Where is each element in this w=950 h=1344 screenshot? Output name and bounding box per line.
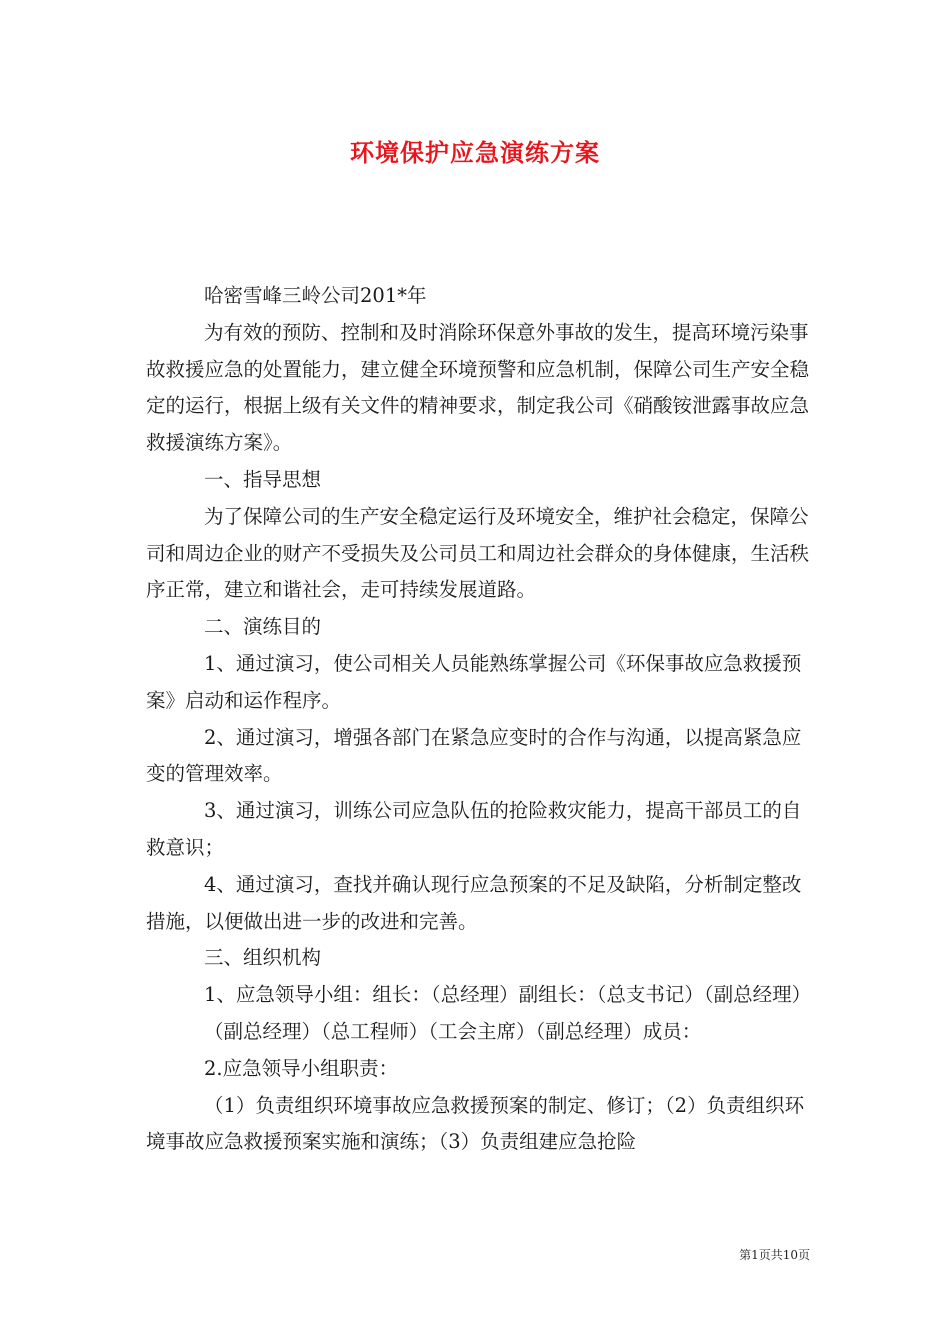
paragraph-leadership-duties: （1）负责组织环境事故应急救援预案的制定、修订；（2）负责组织环境事故应急救援预案实施和演练；（3）负责组建应急抢险 xyxy=(146,1093,805,1154)
paragraph-leadership-group: 1、应急领导小组：组长：（总经理）副组长：（总支书记）（副总经理） xyxy=(204,983,812,1007)
paragraph-intro: 为有效的预防、控制和及时消除环保意外事故的发生，提高环境污染事故救援应急的处置能力，建立健全环境预警和应急机制，保障公司生产安全稳定的运行，根据上级有关文件的精神要求，制定我公司《硝酸铵泄露事故应急救援演练方案》。 xyxy=(146,320,810,455)
paragraph-leadership-members: （副总经理）（总工程师）（工会主席）（副总经理）成员： xyxy=(204,1019,702,1043)
paragraph-purpose-2: 2、通过演习，增强各部门在紧急应变时的合作与沟通，以提高紧急应变的管理效率。 xyxy=(146,725,802,786)
heading-drill-purpose: 二、演练目的 xyxy=(204,615,322,639)
page-number: 第1页共10页 xyxy=(739,1248,810,1262)
heading-organization: 三、组织机构 xyxy=(204,946,322,970)
paragraph-purpose-3: 3、通过演习，训练公司应急队伍的抢险救灾能力，提高干部员工的自救意识； xyxy=(146,799,802,859)
paragraph-purpose-1: 1、通过演习，使公司相关人员能熟练掌握公司《环保事故应急救援预案》启动和运作程序。 xyxy=(146,651,802,712)
paragraph-purpose-4: 4、通过演习，查找并确认现行应急预案的不足及缺陷，分析制定整改措施，以便做出进一步的改进和完善。 xyxy=(146,872,802,933)
document-title: 环境保护应急演练方案 xyxy=(350,138,600,167)
document-body xyxy=(146,278,811,1161)
paragraph-company-year: 哈密雪峰三岭公司201*年 xyxy=(204,284,427,307)
heading-guiding-ideology: 一、指导思想 xyxy=(204,467,322,491)
paragraph-leadership-duties-heading: 2.应急领导小组职责： xyxy=(204,1056,399,1080)
paragraph-guiding-ideology: 为了保障公司的生产安全稳定运行及环境安全，维护社会稳定，保障公司和周边企业的财产不受损失及公司员工和周边社会群众的身体健康，生活秩序正常，建立和谐社会，走可持续发展道路。 xyxy=(146,504,810,602)
